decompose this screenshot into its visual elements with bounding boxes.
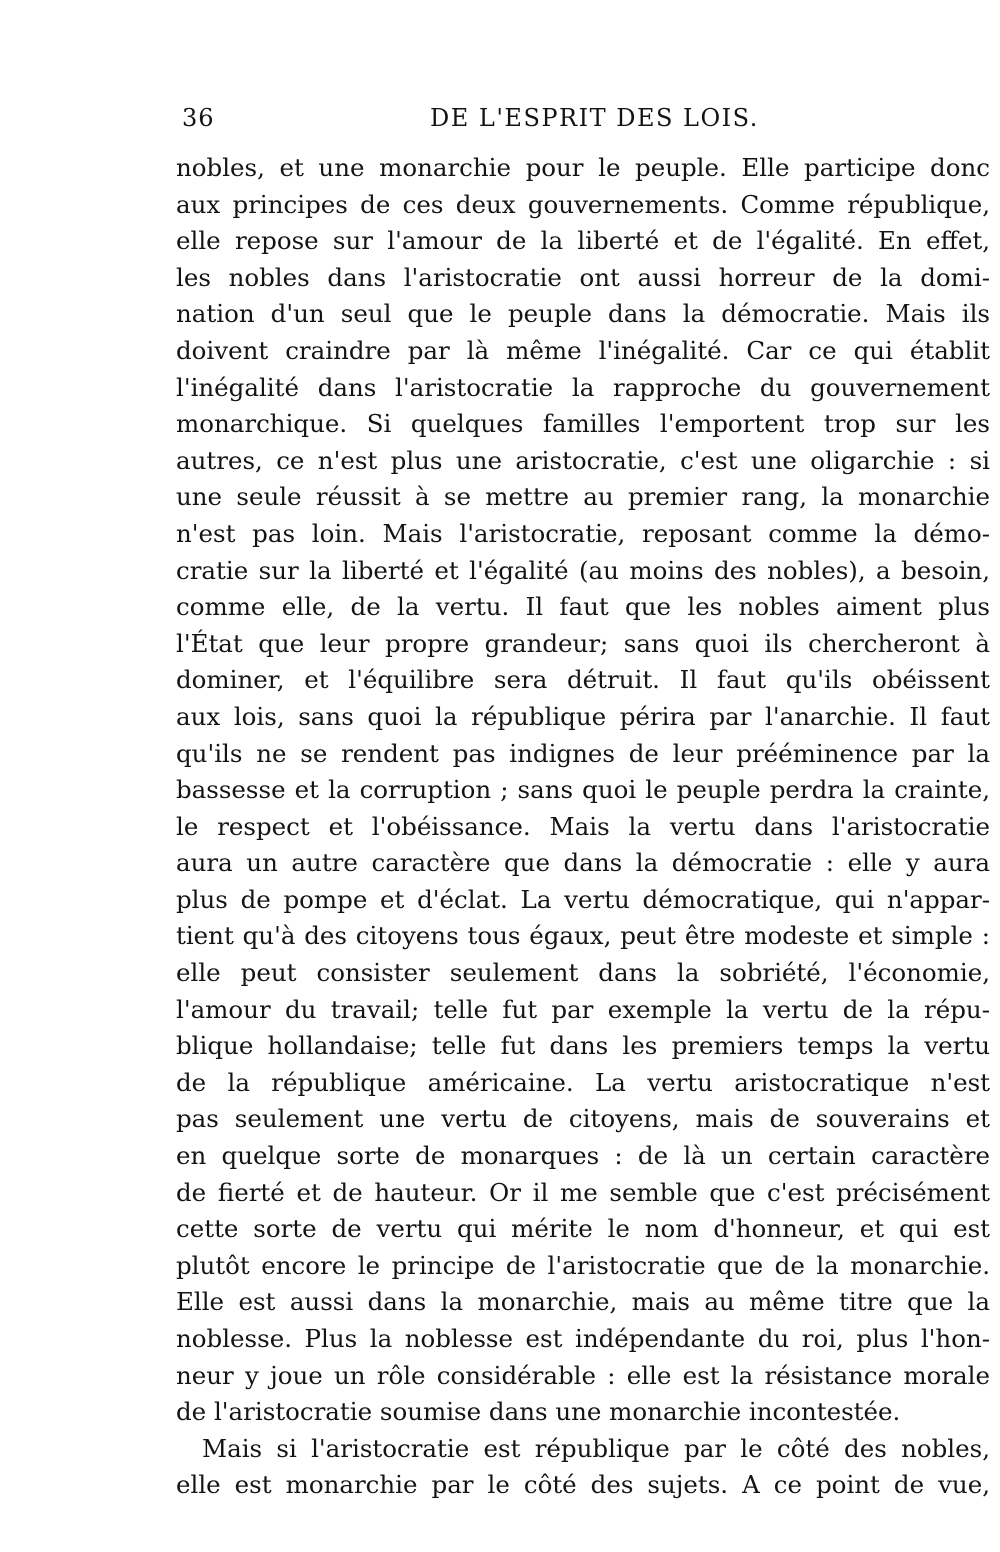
text-line: nation d'un seul que le peuple dans la démocratie. Mais ils — [176, 299, 990, 329]
text-line: plus de pompe et d'éclat. La vertu démocratique, qui n'appar- — [176, 884, 990, 914]
text-line: aux principes de ces deux gouvernements. Comme république, — [176, 189, 990, 219]
body-text — [176, 150, 990, 1504]
text-line: en quelque sorte de monarques : de là un certain caractère — [176, 1141, 990, 1171]
text-line: aura un autre caractère que dans la démocratie : elle y aura — [176, 848, 990, 878]
text-line: l'amour du travail; telle fut par exemple la vertu de la répu- — [176, 994, 990, 1024]
text-line: n'est pas loin. Mais l'aristocratie, reposant comme la démo- — [176, 518, 990, 548]
text-line: plutôt encore le principe de l'aristocratie que de la monarchie. — [176, 1250, 990, 1280]
text-line: cratie sur la liberté et l'égalité (au moins des nobles), a besoin, — [176, 555, 990, 585]
text-line: qu'ils ne se rendent pas indignes de leur prééminence par la — [176, 738, 990, 768]
text-line: elle est monarchie par le côté des sujets. A ce point de vue, — [176, 1470, 990, 1500]
text-line: pas seulement une vertu de citoyens, mais de souverains et — [176, 1104, 990, 1134]
text-line: neur y joue un rôle considérable : elle est la résistance morale — [176, 1360, 990, 1390]
text-line: elle peut consister seulement dans la sobriété, l'économie, — [176, 958, 990, 988]
text-line: elle repose sur l'amour de la liberté et de l'égalité. En effet, — [176, 226, 990, 256]
paragraph-start-line: Mais si l'aristocratie est république par le côté des nobles, — [202, 1433, 990, 1463]
page-number: 36 — [182, 104, 215, 132]
text-line: dominer, et l'équilibre sera détruit. Il faut qu'ils obéissent — [176, 665, 990, 695]
text-line: l'inégalité dans l'aristocratie la rapproche du gouvernement — [176, 372, 990, 402]
text-line: Elle est aussi dans la monarchie, mais au même titre que la — [176, 1287, 990, 1317]
text-line: comme elle, de la vertu. Il faut que les nobles aiment plus — [176, 592, 990, 622]
running-title: DE L'ESPRIT DES LOIS. — [430, 104, 759, 132]
text-line: bassesse et la corruption ; sans quoi le peuple perdra la crainte, — [176, 775, 990, 805]
text-line: autres, ce n'est plus une aristocratie, c'est une oligarchie : si — [176, 445, 990, 475]
text-line: doivent craindre par là même l'inégalité. Car ce qui établit — [176, 335, 990, 365]
text-line: le respect et l'obéissance. Mais la vertu dans l'aristocratie — [176, 811, 990, 841]
text-line: une seule réussit à se mettre au premier rang, la monarchie — [176, 482, 990, 512]
text-line: l'État que leur propre grandeur; sans quoi ils chercheront à — [176, 628, 990, 658]
text-line: nobles, et une monarchie pour le peuple. Elle participe donc — [176, 153, 990, 182]
running-header — [182, 104, 992, 138]
text-line: blique hollandaise; telle fut dans les premiers temps la vertu — [176, 1031, 990, 1061]
text-line: les nobles dans l'aristocratie ont aussi horreur de la domi- — [176, 262, 990, 292]
text-line: de fierté et de hauteur. Or il me semble que c'est précisément — [176, 1177, 990, 1207]
text-line: aux lois, sans quoi la république périra par l'anarchie. Il faut — [176, 701, 990, 731]
text-line: noblesse. Plus la noblesse est indépendante du roi, plus l'hon- — [176, 1324, 990, 1353]
text-line: monarchique. Si quelques familles l'emportent trop sur les — [176, 409, 990, 439]
paragraph-end-line: de l'aristocratie soumise dans une monarchie incontestée. — [176, 1397, 901, 1427]
text-line: de la république américaine. La vertu aristocratique n'est — [176, 1067, 990, 1097]
text-line: cette sorte de vertu qui mérite le nom d'honneur, et qui est — [176, 1214, 990, 1244]
text-line: tient qu'à des citoyens tous égaux, peut être modeste et simple : — [176, 921, 990, 951]
